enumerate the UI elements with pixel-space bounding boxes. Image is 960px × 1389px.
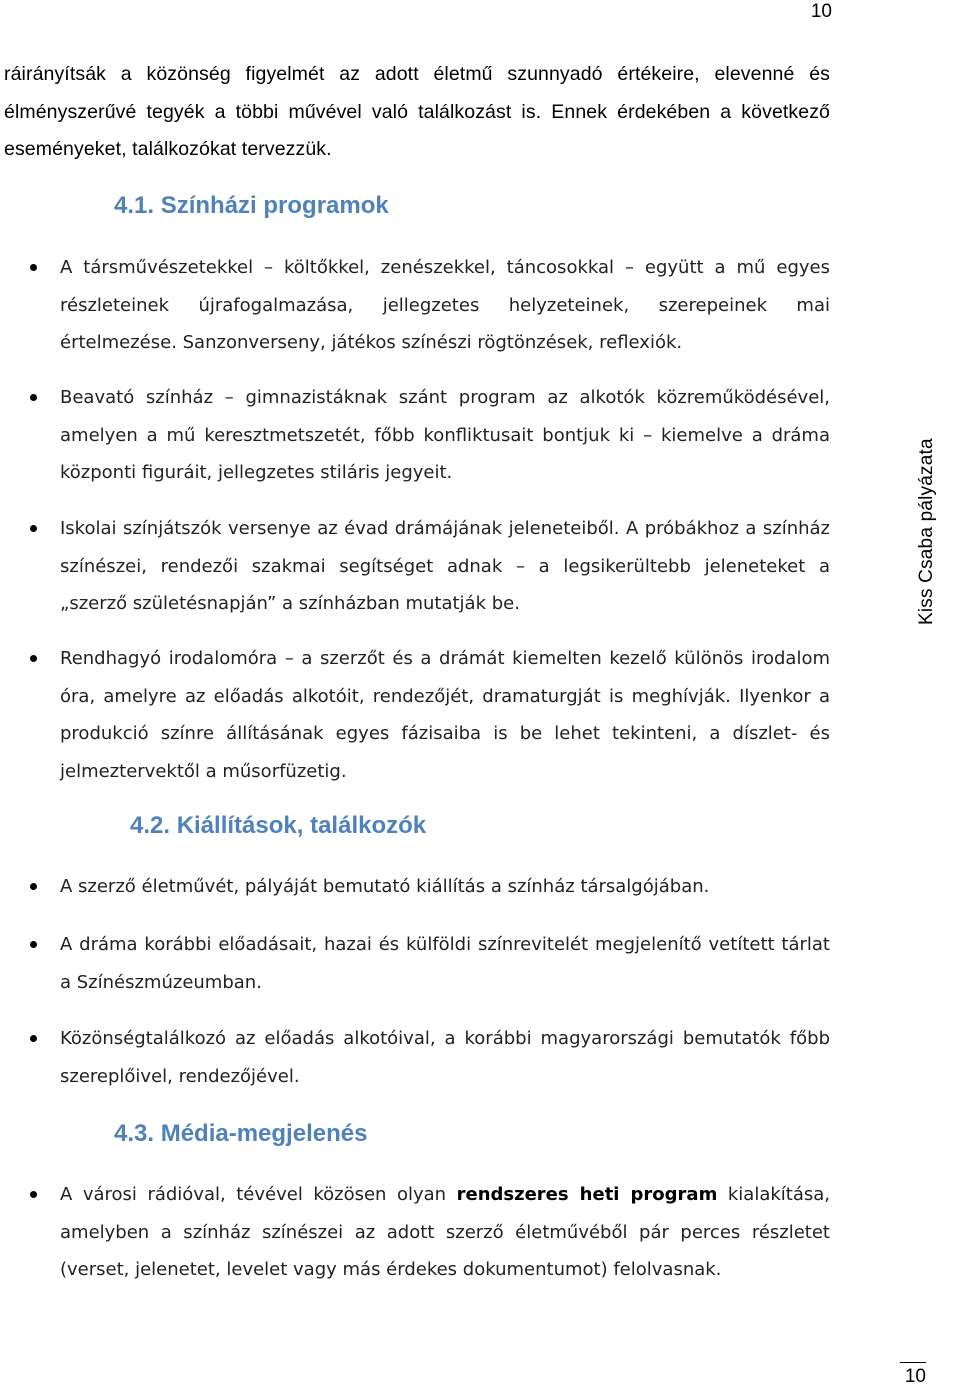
page-number-top: 10 xyxy=(810,1,832,22)
list-item-text-part: kialakítása, amelyben a színház színészei az adott szerző életművéből pár perces részletet (verset, jelenetet, levelet vagy más érdekes dokumentumot) felolvasnak. xyxy=(60,1184,830,1280)
list-item-text: Iskolai színjátszók versenye az évad drámájának jeleneteiből. A próbákhoz a színház színészei, rendezői szakmai segítséget adnak – a legsikerültebb jeleneteket a „szerző születésnapján” a színházban mutatják be. xyxy=(60,518,830,614)
bullet-icon xyxy=(30,525,37,532)
bullet-icon xyxy=(30,941,37,948)
side-label: Kiss Csaba pályázata xyxy=(916,438,937,625)
list-item-text: Közönségtalálkozó az előadás alkotóival, a korábbi magyarországi bemutatók főbb szereplőivel, rendezőjével. xyxy=(60,1028,830,1087)
list-item-text: A társművészetekkel – költőkkel, zenészekkel, táncosokkal – együtt a mű egyes részleteinek újrafogalmazása, jellegzetes helyzeteinek, szerepeinek mai értelmezése. Sanzonverseny, játékos színészi rögtönzések, reflexiók. xyxy=(60,257,830,353)
list-item-text: A szerző életművét, pályáját bemutató kiállítás a színház társalgójában. xyxy=(60,876,710,897)
list-item-text: Beavató színház – gimnazistáknak szánt program az alkotók közreműködésével, amelyen a mű keresztmetszetét, főbb konfliktusait bontjuk ki – kiemelve a dráma központi figuráit, jellegzetes stiláris jegyeit. xyxy=(60,387,830,483)
list-item-text: Rendhagyó irodalomóra – a szerzőt és a drámát kiemelten kezelő különös irodalom óra, amelyre az előadás alkotóit, rendezőjét, dramaturgját is meghívják. Ilyenkor a produkció színre állításának egyes fázisaiba is be lehet tekinteni, a díszlet- és jelmeztervektől a műsorfüzetig. xyxy=(60,648,830,782)
intro-paragraph: ráirányítsák a közönség figyelmét az adott életmű szunnyadó értékeire, elevenné és élményszerűvé tegyék a többi művével való találkozást is. Ennek érdekében a következő eseményeket, találkozókat tervezzük. xyxy=(4,63,830,160)
bullet-icon xyxy=(30,264,37,271)
bullet-icon xyxy=(30,883,37,890)
page-number-bottom: 10 xyxy=(900,1362,926,1389)
list-item-text xyxy=(60,1176,830,1289)
section-heading-4-2: 4.2. Kiállítások, találkozók xyxy=(130,812,427,839)
section-heading-4-1: 4.1. Színházi programok xyxy=(114,192,389,219)
bullet-icon xyxy=(30,394,37,401)
bullet-icon xyxy=(30,1191,37,1198)
bullet-icon xyxy=(30,655,37,662)
bullet-icon xyxy=(30,1035,37,1042)
emphasis-text: rendszeres heti program xyxy=(456,1184,718,1205)
section-heading-4-3: 4.3. Média-megjelenés xyxy=(114,1120,368,1147)
list-item-text: A dráma korábbi előadásait, hazai és külföldi színrevitelét megjelenítő vetített tárlat a Színészmúzeumban. xyxy=(60,934,830,993)
list-item-text-part: A városi rádióval, tévével közösen olyan xyxy=(60,1184,457,1205)
